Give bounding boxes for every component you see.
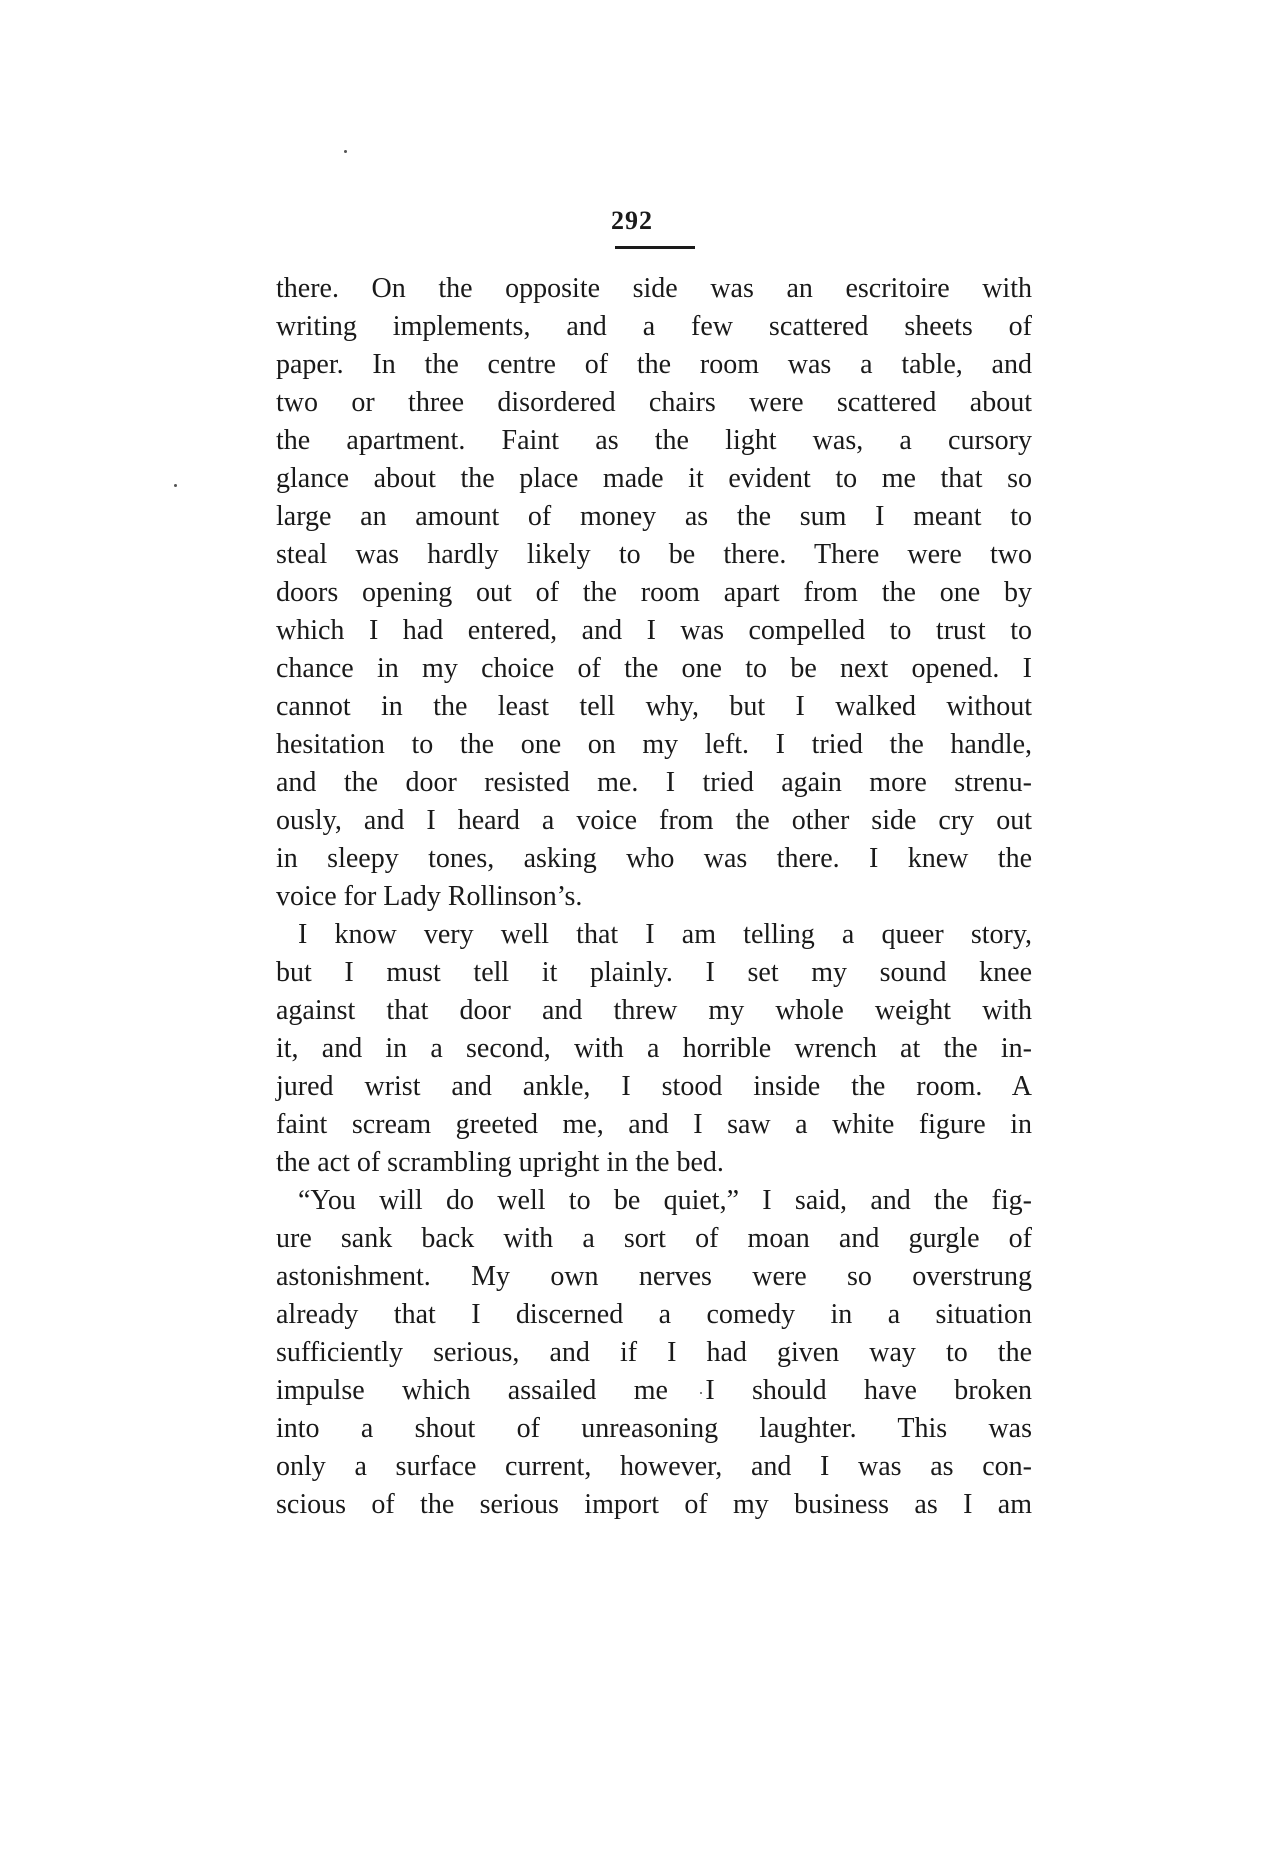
- text-line: into a shout of unreasoning laughter. This was: [276, 1413, 1032, 1444]
- text-line: paper. In the centre of the room was a table, and: [276, 349, 1032, 380]
- text-line: the apartment. Faint as the light was, a cursory: [276, 425, 1032, 456]
- text-line: jured wrist and ankle, I stood inside the room. A: [276, 1071, 1032, 1102]
- paragraph-start-line: “You will do well to be quiet,” I said, and the fig-: [298, 1185, 1032, 1216]
- text-line: sufficiently serious, and if I had given way to the: [276, 1337, 1032, 1368]
- text-line: it, and in a second, with a horrible wrench at the in-: [276, 1033, 1032, 1064]
- text-line: only a surface current, however, and I was as con-: [276, 1451, 1032, 1482]
- text-line: which I had entered, and I was compelled to trust to: [276, 615, 1032, 646]
- text-line: steal was hardly likely to be there. There were two: [276, 539, 1032, 570]
- text-line: impulse which assailed me I should have broken: [276, 1375, 1032, 1406]
- ink-speck: [174, 484, 177, 487]
- text-line: in sleepy tones, asking who was there. I knew the: [276, 843, 1032, 874]
- text-line: faint scream greeted me, and I saw a white figure in: [276, 1109, 1032, 1140]
- text-line: two or three disordered chairs were scattered about: [276, 387, 1032, 418]
- text-line: hesitation to the one on my left. I tried the handle,: [276, 729, 1032, 760]
- text-line: large an amount of money as the sum I meant to: [276, 501, 1032, 532]
- body-text: [276, 270, 1032, 1524]
- text-line: doors opening out of the room apart from the one by: [276, 577, 1032, 608]
- text-line: and the door resisted me. I tried again more strenu-: [276, 767, 1032, 798]
- paragraph-start-line: I know very well that I am telling a queer story,: [298, 919, 1032, 950]
- text-line: chance in my choice of the one to be next opened. I: [276, 653, 1032, 684]
- text-line: the act of scrambling upright in the bed.: [276, 1147, 724, 1178]
- text-line: astonishment. My own nerves were so overstrung: [276, 1261, 1032, 1292]
- text-line: ure sank back with a sort of moan and gurgle of: [276, 1223, 1032, 1254]
- page-number: 292: [611, 206, 653, 235]
- ink-speck: [344, 150, 347, 153]
- text-line: glance about the place made it evident to me that so: [276, 463, 1032, 494]
- text-line: scious of the serious import of my business as I am: [276, 1489, 1032, 1520]
- text-line: but I must tell it plainly. I set my sound knee: [276, 957, 1032, 988]
- page-number-rule: [615, 246, 695, 249]
- text-line: against that door and threw my whole weight with: [276, 995, 1032, 1026]
- text-line: cannot in the least tell why, but I walked without: [276, 691, 1032, 722]
- text-line: ously, and I heard a voice from the other side cry out: [276, 805, 1032, 836]
- text-line: voice for Lady Rollinson’s.: [276, 881, 583, 912]
- text-line: writing implements, and a few scattered sheets of: [276, 311, 1032, 342]
- text-line: already that I discerned a comedy in a situation: [276, 1299, 1032, 1330]
- text-line: there. On the opposite side was an escritoire with: [276, 273, 1032, 304]
